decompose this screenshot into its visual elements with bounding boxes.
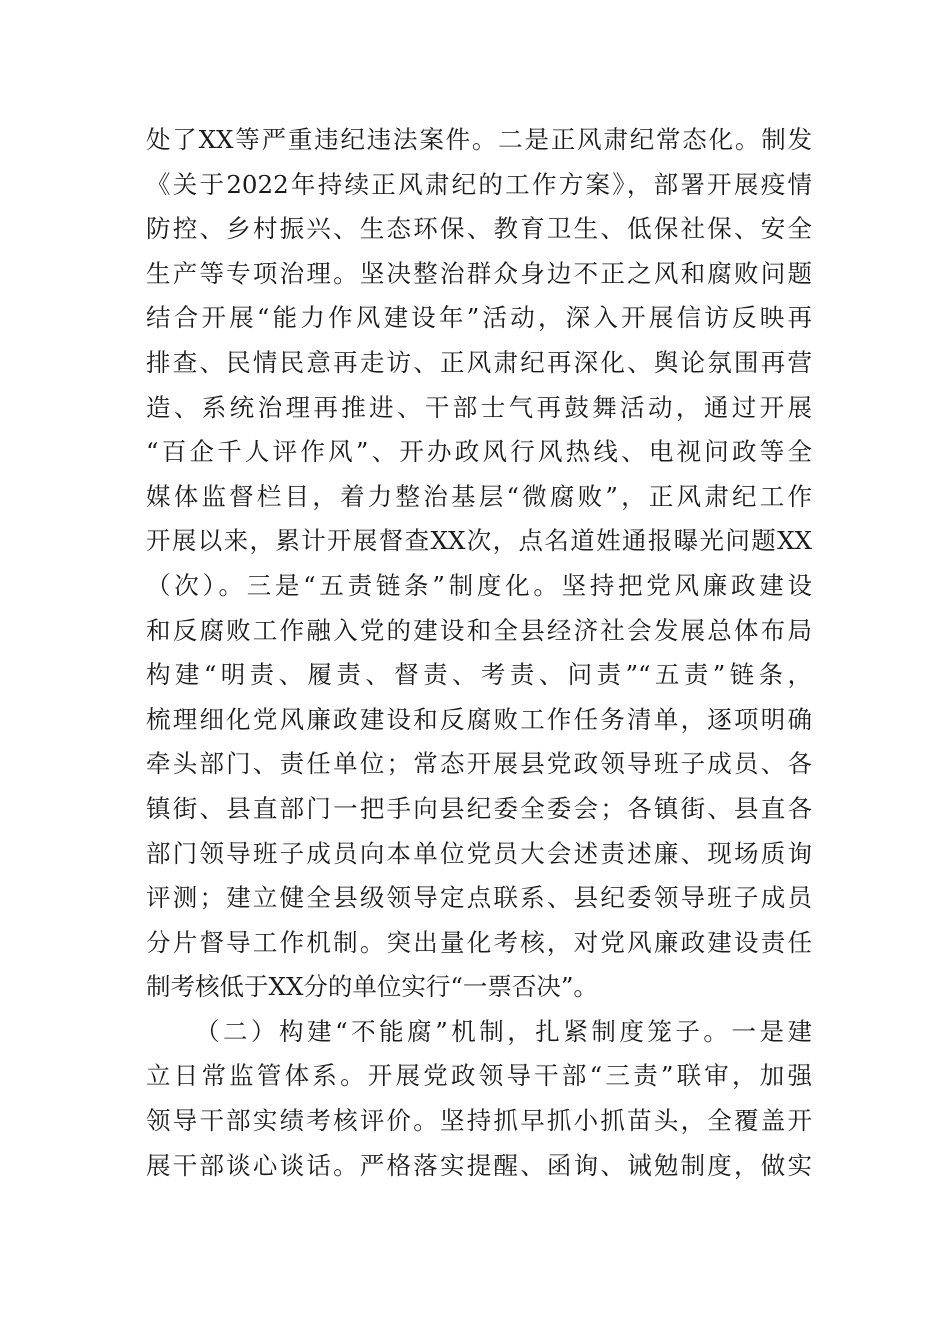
- text-line: 牵头部门、责任单位；常态开展县党政领导班子成员、各: [146, 749, 812, 779]
- text-line: 和反腐败工作融入党的建设和全县经济社会发展总体布局: [146, 615, 812, 645]
- text-line: 部门领导班子成员向本单位党员大会述责述廉、现场质询: [146, 838, 812, 868]
- text-line: 媒体监督栏目，着力整治基层“微腐败”，正风肃纪工作: [146, 481, 812, 511]
- body-text: [146, 118, 812, 1188]
- section-heading-line: （二）构建“不能腐”机制，扎紧制度笼子。一是建: [195, 1016, 812, 1046]
- text-line: 防控、乡村振兴、生态环保、教育卫生、低保社保、安全: [146, 214, 812, 244]
- text-line: 领导干部实绩考核评价。坚持抓早抓小抓苗头，全覆盖开: [146, 1106, 812, 1136]
- text-line: 排查、民情民意再走访、正风肃纪再深化、舆论氛围再营: [146, 347, 812, 377]
- text-line: 处了XX等严重违纪违法案件。二是正风肃纪常态化。制发: [146, 125, 812, 154]
- text-line: （次）。三是“五责链条”制度化。坚持把党风廉政建设: [146, 570, 812, 600]
- text-line: 结合开展“能力作风建设年”活动，深入开展信访反映再: [146, 303, 812, 333]
- text-line: 镇街、县直部门一把手向县纪委全委会；各镇街、县直各: [146, 793, 812, 823]
- text-line: 立日常监管体系。开展党政领导干部“三责”联审，加强: [146, 1061, 812, 1091]
- paragraph-end-line: 制考核低于XX分的单位实行“一票否决”。: [146, 972, 598, 1002]
- text-line: 展干部谈心谈话。严格落实提醒、函询、诫勉制度，做实: [146, 1150, 812, 1180]
- text-line: 造、系统治理再推进、干部士气再鼓舞活动，通过开展: [146, 392, 812, 422]
- text-line: 分片督导工作机制。突出量化考核，对党风廉政建设责任: [146, 927, 812, 957]
- text-line: 《关于2022年持续正风肃纪的工作方案》，部署开展疫情: [146, 169, 812, 199]
- text-line: 构建“明责、履责、督责、考责、问责”“五责”链条，: [146, 660, 812, 690]
- text-line: 生产等专项治理。坚决整治群众身边不正之风和腐败问题: [146, 258, 812, 288]
- text-line: “百企千人评作风”、开办政风行风热线、电视问政等全: [146, 437, 812, 467]
- text-line: 评测；建立健全县级领导定点联系、县纪委领导班子成员: [146, 883, 812, 913]
- text-line: 开展以来，累计开展督查XX次，点名道姓通报曝光问题XX: [146, 526, 812, 556]
- text-line: 梳理细化党风廉政建设和反腐败工作任务清单，逐项明确: [146, 704, 812, 734]
